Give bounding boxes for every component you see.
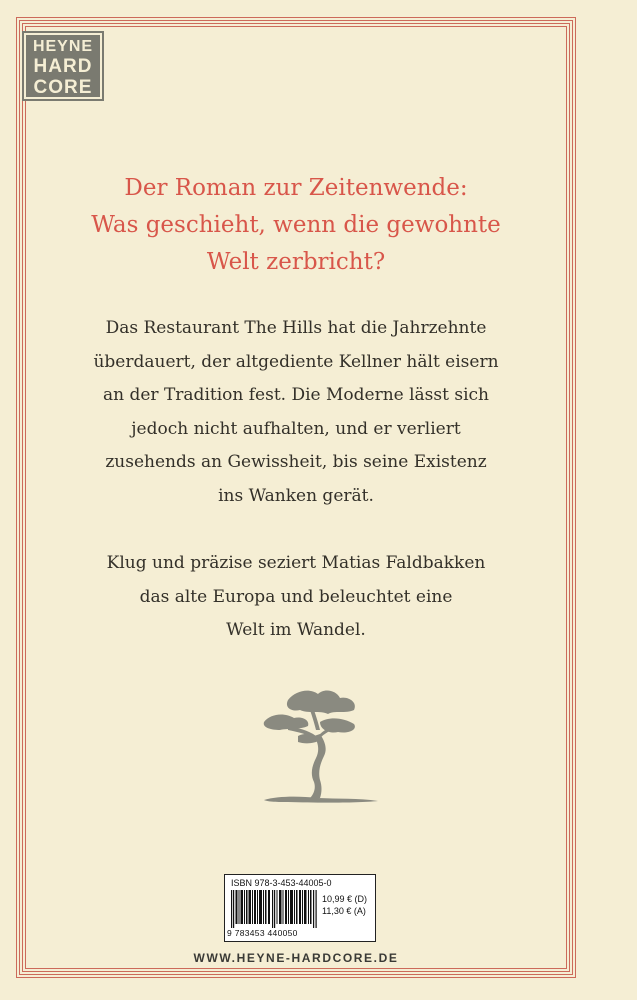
publisher-website: WWW.HEYNE-HARDCORE.DE (193, 951, 399, 965)
headline-line: Was geschieht, wenn die gewohnte (91, 212, 501, 238)
blurb-line: überdauert, der altgediente Kellner hält eisern (93, 351, 499, 372)
headline-line: Der Roman zur Zeitenwende: (124, 175, 468, 201)
heyne-hardcore-logo (24, 33, 102, 99)
logo-line-2: HARD (33, 56, 93, 77)
blurb-line: das alte Europa und beleuchtet eine (139, 586, 453, 607)
blurb-line: ins Wanken gerät. (218, 485, 374, 506)
logo-line-3: CORE (33, 77, 93, 98)
blurb-paragraph-1 (30, 312, 562, 513)
blurb-line: jedoch nicht aufhalten, und er verliert (131, 418, 461, 439)
logo-line-1: HEYNE (32, 38, 94, 55)
headline-line: Welt zerbricht? (206, 249, 386, 275)
blurb-line: an der Tradition fest. Die Moderne lässt sich (103, 385, 489, 405)
bonsai-tree-icon (258, 680, 388, 810)
headline (30, 170, 562, 281)
blurb-paragraph-2 (30, 547, 562, 648)
price-austria: 11,30 € (A) (322, 906, 366, 916)
barcode-bars-icon (231, 890, 317, 928)
barcode-digits: 9 783453 440050 (227, 928, 298, 938)
blurb-line: zusehends an Gewissheit, bis seine Existenz (105, 452, 487, 472)
blurb-line: Welt im Wandel. (226, 620, 366, 640)
isbn-number: ISBN 978-3-453-44005-0 (231, 878, 332, 888)
price-germany: 10,99 € (D) (322, 894, 368, 904)
blurb-line: Das Restaurant The Hills hat die Jahrzehnte (105, 318, 487, 338)
blurb-line: Klug und präzise seziert Matias Faldbakken (106, 553, 486, 573)
barcode-label (224, 874, 376, 942)
